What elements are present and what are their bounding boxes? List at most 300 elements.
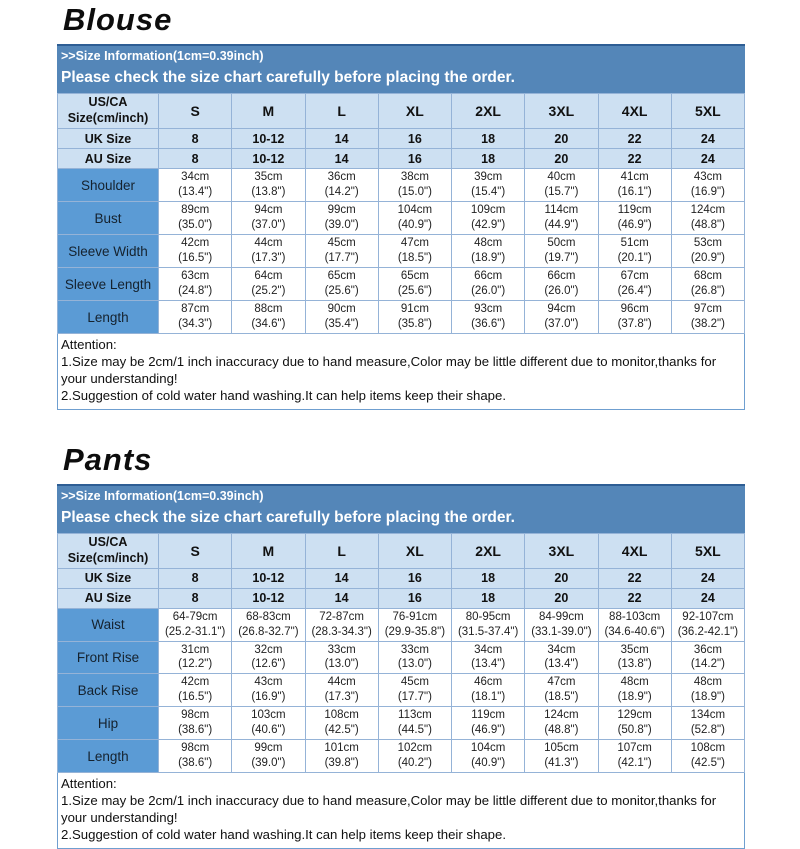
- cm-value: 39cm: [474, 171, 503, 184]
- corner-line2: Size(cm/inch): [67, 111, 149, 125]
- inch-value: (50.8"): [617, 724, 652, 737]
- inch-value: (17.3"): [251, 252, 286, 264]
- measure-value-cell: [671, 641, 744, 674]
- inch-value: (15.7"): [544, 186, 579, 198]
- measure-value-cell: [378, 641, 451, 674]
- inch-value: (42.5"): [324, 724, 359, 737]
- inch-value: (41.3"): [544, 757, 579, 770]
- inch-value: (44.9"): [544, 219, 579, 231]
- cm-value: 107cm: [617, 742, 652, 755]
- inch-value: (15.0"): [397, 186, 432, 198]
- cm-value: 104cm: [397, 204, 433, 217]
- measure-value-cell: [232, 641, 305, 674]
- blouse-section: [57, 2, 745, 410]
- inch-value: (18.5"): [397, 252, 432, 264]
- cm-value: 34cm: [181, 171, 210, 184]
- cm-value: 109cm: [470, 204, 506, 217]
- attention-box: [57, 773, 745, 849]
- measure-value-cell: [232, 235, 305, 268]
- measure-row-label: Length: [58, 740, 159, 773]
- cm-value: 65cm: [400, 270, 429, 283]
- inch-value: (42.1"): [617, 757, 652, 770]
- size-chart-page: [57, 0, 745, 849]
- cm-value: 68cm: [693, 270, 722, 283]
- measure-value-cell: [525, 169, 598, 202]
- inch-value: (17.7"): [324, 252, 359, 264]
- cm-value: 34cm: [474, 643, 503, 656]
- size-col-header: S: [159, 533, 232, 568]
- pants-size-table: [57, 533, 745, 773]
- inch-value: (19.7"): [544, 252, 579, 264]
- cm-value: 97cm: [693, 303, 722, 316]
- inch-value: (42.5"): [690, 757, 725, 770]
- cm-value: 72-87cm: [319, 610, 364, 623]
- uk-size-row-cell: 8: [159, 568, 232, 588]
- measure-value-cell: [305, 268, 378, 301]
- cm-value: 45cm: [400, 676, 429, 689]
- cm-value: 53cm: [693, 237, 722, 250]
- measure-value-cell: [525, 608, 598, 641]
- measure-value-cell: [159, 707, 232, 740]
- cm-value: 88-103cm: [609, 610, 661, 623]
- measure-value-cell: [671, 268, 744, 301]
- cm-value: 80-95cm: [465, 610, 511, 623]
- size-col-header: XL: [378, 533, 451, 568]
- uk-size-row-cell: 18: [452, 568, 525, 588]
- cm-value: 129cm: [617, 709, 652, 722]
- uk-size-row-cell: 22: [598, 129, 671, 149]
- au-size-row-label: AU Size: [58, 588, 159, 608]
- au-size-row-cell: 8: [159, 149, 232, 169]
- uk-size-row-label: UK Size: [58, 568, 159, 588]
- inch-value: (25.6"): [397, 285, 432, 297]
- au-size-row-cell: 22: [598, 149, 671, 169]
- au-size-row: [58, 149, 745, 169]
- measure-row: [58, 169, 745, 202]
- measure-row: [58, 301, 745, 334]
- uk-size-row-cell: 18: [452, 129, 525, 149]
- inch-value: (40.6"): [251, 724, 286, 737]
- measure-value-cell: [598, 707, 671, 740]
- measure-value-cell: [671, 707, 744, 740]
- cm-value: 108cm: [324, 709, 359, 722]
- measure-value-cell: [452, 202, 525, 235]
- inch-value: (18.1"): [471, 691, 506, 704]
- cm-value: 42cm: [181, 237, 210, 250]
- cm-value: 102cm: [397, 742, 433, 755]
- uk-size-row-cell: 20: [525, 568, 598, 588]
- inch-value: (36.2-42.1"): [677, 625, 739, 638]
- measure-value-cell: [452, 707, 525, 740]
- check-chart-notice-bar: Please check the size chart carefully before placing the order.: [57, 505, 745, 533]
- inch-value: (35.8"): [397, 318, 432, 330]
- inch-value: (26.4"): [617, 285, 652, 297]
- pants-section: [57, 442, 745, 849]
- measure-value-cell: [305, 740, 378, 773]
- attention-line: 2.Suggestion of cold water hand washing.It can help items keep their shape.: [61, 388, 506, 404]
- measure-value-cell: [671, 674, 744, 707]
- au-size-row-cell: 24: [671, 149, 744, 169]
- inch-value: (29.9-35.8"): [384, 625, 446, 638]
- measure-row-label: Bust: [58, 202, 159, 235]
- measure-row-label: Front Rise: [58, 641, 159, 674]
- measure-value-cell: [452, 608, 525, 641]
- au-size-row-cell: 14: [305, 149, 378, 169]
- size-col-header: 3XL: [525, 94, 598, 129]
- inch-value: (26.8"): [690, 285, 725, 297]
- corner-line2: Size(cm/inch): [67, 550, 149, 565]
- measure-value-cell: [452, 235, 525, 268]
- inch-value: (39.0"): [324, 219, 359, 231]
- size-col-header: L: [305, 94, 378, 129]
- inch-value: (34.6"): [251, 318, 286, 330]
- cm-value: 46cm: [474, 676, 503, 689]
- inch-value: (37.0"): [544, 318, 579, 330]
- inch-value: (40.9"): [397, 219, 432, 231]
- measure-value-cell: [525, 740, 598, 773]
- measure-value-cell: [378, 268, 451, 301]
- corner-line1: US/CA: [88, 535, 128, 549]
- cm-value: 134cm: [690, 709, 726, 722]
- measure-value-cell: [305, 674, 378, 707]
- cm-value: 42cm: [181, 676, 210, 689]
- inch-value: (28.3-34.3"): [311, 625, 372, 638]
- inch-value: (26.0"): [471, 285, 506, 297]
- cm-value: 63cm: [181, 270, 210, 283]
- size-col-header: S: [159, 94, 232, 129]
- measure-row-label: Hip: [58, 707, 159, 740]
- measure-value-cell: [232, 608, 305, 641]
- inch-value: (37.8"): [617, 318, 652, 330]
- inch-value: (16.5"): [178, 252, 213, 264]
- measure-value-cell: [378, 169, 451, 202]
- inch-value: (37.0"): [251, 219, 286, 231]
- cm-value: 43cm: [693, 171, 722, 184]
- measure-value-cell: [232, 707, 305, 740]
- au-size-row-cell: 20: [525, 149, 598, 169]
- inch-value: (13.0"): [324, 658, 359, 671]
- measure-value-cell: [598, 169, 671, 202]
- measure-row: [58, 707, 745, 740]
- inch-value: (14.2"): [690, 658, 725, 671]
- cm-value: 88cm: [254, 303, 283, 316]
- inch-value: (15.4"): [471, 186, 506, 198]
- inch-value: (46.9"): [471, 724, 506, 737]
- cm-value: 108cm: [690, 742, 726, 755]
- size-col-header: M: [232, 94, 305, 129]
- measure-row: [58, 674, 745, 707]
- measure-value-cell: [378, 301, 451, 334]
- measure-value-cell: [232, 674, 305, 707]
- measure-value-cell: [452, 268, 525, 301]
- size-info-bar: >>Size Information(1cm=0.39inch): [57, 44, 745, 65]
- cm-value: 48cm: [474, 237, 503, 250]
- cm-value: 45cm: [327, 237, 356, 250]
- attention-line: Attention:: [61, 776, 117, 791]
- uk-size-row-cell: 24: [671, 568, 744, 588]
- inch-value: (18.9"): [617, 691, 652, 704]
- measure-value-cell: [378, 608, 451, 641]
- size-header-row: [58, 94, 745, 129]
- measure-value-cell: [598, 740, 671, 773]
- uk-size-row-cell: 8: [159, 129, 232, 149]
- measure-value-cell: [378, 235, 451, 268]
- inch-value: (13.4"): [471, 658, 506, 671]
- cm-value: 66cm: [547, 270, 576, 283]
- inch-value: (25.6"): [324, 285, 359, 297]
- measure-value-cell: [598, 674, 671, 707]
- measure-value-cell: [305, 707, 378, 740]
- inch-value: (13.4"): [544, 658, 579, 671]
- uk-size-row-cell: 16: [378, 129, 451, 149]
- cm-value: 32cm: [254, 643, 283, 656]
- measure-value-cell: [232, 740, 305, 773]
- measure-value-cell: [525, 641, 598, 674]
- size-header-row: [58, 533, 745, 568]
- inch-value: (13.4"): [178, 186, 213, 198]
- cm-value: 119cm: [617, 204, 652, 217]
- inch-value: (16.1"): [617, 186, 652, 198]
- cm-value: 44cm: [254, 237, 283, 250]
- cm-value: 33cm: [400, 643, 429, 656]
- measure-value-cell: [159, 169, 232, 202]
- cm-value: 64cm: [254, 270, 283, 283]
- au-size-row-label: AU Size: [58, 149, 159, 169]
- attention-line: 1.Size may be 2cm/1 inch inaccuracy due to hand measure,Color may be little different due to monitor,thanks for your understanding!: [61, 354, 717, 387]
- cm-value: 47cm: [400, 237, 429, 250]
- size-col-header: 5XL: [671, 94, 744, 129]
- inch-value: (48.8"): [690, 219, 725, 231]
- measure-value-cell: [159, 268, 232, 301]
- size-info-bar: >>Size Information(1cm=0.39inch): [57, 484, 745, 505]
- uk-size-row: [58, 568, 745, 588]
- cm-value: 48cm: [693, 676, 722, 689]
- cm-value: 98cm: [181, 709, 210, 722]
- measure-value-cell: [452, 674, 525, 707]
- cm-value: 38cm: [400, 171, 429, 184]
- size-col-header: XL: [378, 94, 451, 129]
- inch-value: (20.1"): [617, 252, 652, 264]
- cm-value: 36cm: [327, 171, 356, 184]
- cm-value: 33cm: [327, 643, 356, 656]
- cm-value: 94cm: [547, 303, 576, 316]
- measure-value-cell: [671, 740, 744, 773]
- inch-value: (13.8"): [251, 186, 286, 198]
- corner-label: [58, 94, 159, 129]
- cm-value: 93cm: [474, 303, 503, 316]
- au-size-row-cell: 22: [598, 588, 671, 608]
- inch-value: (40.2"): [397, 757, 432, 770]
- size-col-header: 4XL: [598, 94, 671, 129]
- cm-value: 96cm: [620, 303, 649, 316]
- inch-value: (13.0"): [397, 658, 432, 671]
- inch-value: (39.0"): [251, 757, 286, 770]
- cm-value: 67cm: [620, 270, 649, 283]
- measure-value-cell: [159, 235, 232, 268]
- cm-value: 68-83cm: [246, 610, 291, 623]
- cm-value: 35cm: [254, 171, 283, 184]
- cm-value: 99cm: [254, 742, 283, 755]
- size-col-header: L: [305, 533, 378, 568]
- inch-value: (36.6"): [471, 318, 506, 330]
- measure-row-label: Shoulder: [58, 169, 159, 202]
- cm-value: 44cm: [327, 676, 356, 689]
- cm-value: 48cm: [620, 676, 649, 689]
- size-col-header: 2XL: [452, 94, 525, 129]
- inch-value: (26.8-32.7"): [238, 625, 299, 638]
- inch-value: (17.3"): [324, 691, 359, 704]
- measure-value-cell: [525, 268, 598, 301]
- size-col-header: 2XL: [452, 533, 525, 568]
- cm-value: 34cm: [547, 643, 576, 656]
- au-size-row-cell: 18: [452, 149, 525, 169]
- uk-size-row-cell: 16: [378, 568, 451, 588]
- measure-value-cell: [452, 169, 525, 202]
- attention-line: Attention:: [61, 337, 117, 352]
- measure-value-cell: [671, 202, 744, 235]
- cm-value: 92-107cm: [682, 610, 734, 623]
- page-title-blouse: Blouse: [63, 2, 173, 37]
- cm-value: 119cm: [471, 709, 505, 722]
- cm-value: 101cm: [324, 742, 359, 755]
- cm-value: 36cm: [693, 643, 722, 656]
- measure-value-cell: [671, 235, 744, 268]
- au-size-row-cell: 24: [671, 588, 744, 608]
- au-size-row-cell: 16: [378, 149, 451, 169]
- cm-value: 103cm: [251, 709, 286, 722]
- inch-value: (48.8"): [544, 724, 579, 737]
- inch-value: (42.9"): [471, 219, 506, 231]
- measure-value-cell: [671, 301, 744, 334]
- measure-row-label: Back Rise: [58, 674, 159, 707]
- corner-label: [58, 533, 159, 568]
- inch-value: (33.1-39.0"): [531, 625, 592, 638]
- cm-value: 40cm: [547, 171, 576, 184]
- inch-value: (13.8"): [617, 658, 652, 671]
- measure-value-cell: [525, 301, 598, 334]
- measure-value-cell: [305, 301, 378, 334]
- size-col-header: M: [232, 533, 305, 568]
- inch-value: (18.5"): [544, 691, 579, 704]
- inch-value: (16.5"): [178, 691, 213, 704]
- inch-value: (52.8"): [690, 724, 725, 737]
- au-size-row: [58, 588, 745, 608]
- cm-value: 124cm: [544, 709, 579, 722]
- inch-value: (25.2"): [251, 285, 286, 297]
- measure-value-cell: [598, 235, 671, 268]
- measure-row-label: Waist: [58, 608, 159, 641]
- au-size-row-cell: 14: [305, 588, 378, 608]
- measure-value-cell: [232, 169, 305, 202]
- cm-value: 104cm: [470, 742, 506, 755]
- cm-value: 98cm: [181, 742, 210, 755]
- measure-value-cell: [525, 674, 598, 707]
- measure-value-cell: [671, 169, 744, 202]
- size-col-header: 5XL: [671, 533, 744, 568]
- uk-size-row-cell: 10-12: [232, 568, 305, 588]
- measure-row: [58, 608, 745, 641]
- measure-value-cell: [525, 707, 598, 740]
- cm-value: 114cm: [544, 204, 579, 217]
- uk-size-row-cell: 14: [305, 129, 378, 149]
- inch-value: (20.9"): [690, 252, 725, 264]
- cm-value: 89cm: [181, 204, 210, 217]
- measure-value-cell: [159, 674, 232, 707]
- measure-row: [58, 641, 745, 674]
- measure-value-cell: [305, 202, 378, 235]
- uk-size-row-label: UK Size: [58, 129, 159, 149]
- inch-value: (16.9"): [690, 186, 725, 198]
- size-col-header: 3XL: [525, 533, 598, 568]
- inch-value: (40.9"): [471, 757, 506, 770]
- cm-value: 90cm: [327, 303, 356, 316]
- measure-value-cell: [598, 202, 671, 235]
- au-size-row-cell: 16: [378, 588, 451, 608]
- measure-value-cell: [159, 608, 232, 641]
- measure-value-cell: [159, 641, 232, 674]
- cm-value: 51cm: [620, 237, 649, 250]
- inch-value: (46.9"): [617, 219, 652, 231]
- inch-value: (44.5"): [397, 724, 432, 737]
- cm-value: 76-91cm: [392, 610, 438, 623]
- cm-value: 105cm: [544, 742, 579, 755]
- cm-value: 31cm: [181, 643, 210, 656]
- au-size-row-cell: 10-12: [232, 149, 305, 169]
- measure-value-cell: [598, 608, 671, 641]
- cm-value: 99cm: [327, 204, 356, 217]
- corner-line1: US/CA: [88, 95, 128, 110]
- check-chart-notice-bar: Please check the size chart carefully before placing the order.: [57, 65, 745, 93]
- inch-value: (38.6"): [178, 724, 213, 737]
- inch-value: (14.2"): [324, 186, 359, 198]
- measure-row: [58, 740, 745, 773]
- measure-value-cell: [598, 641, 671, 674]
- cm-value: 50cm: [547, 237, 576, 250]
- inch-value: (31.5-37.4"): [457, 625, 519, 638]
- measure-value-cell: [159, 202, 232, 235]
- cm-value: 41cm: [620, 171, 649, 184]
- uk-size-row-cell: 14: [305, 568, 378, 588]
- cm-value: 64-79cm: [172, 610, 218, 623]
- au-size-row-cell: 18: [452, 588, 525, 608]
- inch-value: (38.2"): [690, 318, 725, 330]
- cm-value: 65cm: [327, 270, 356, 283]
- measure-value-cell: [159, 301, 232, 334]
- cm-value: 87cm: [181, 303, 210, 316]
- inch-value: (25.2-31.1"): [164, 625, 226, 638]
- inch-value: (35.4"): [324, 318, 359, 330]
- measure-row-label: Sleeve Length: [58, 268, 159, 301]
- inch-value: (12.2"): [178, 658, 213, 671]
- au-size-row-cell: 8: [159, 588, 232, 608]
- cm-value: 47cm: [547, 676, 576, 689]
- measure-value-cell: [452, 740, 525, 773]
- cm-value: 94cm: [254, 204, 283, 217]
- inch-value: (38.6"): [178, 757, 213, 770]
- inch-value: (12.6"): [251, 658, 286, 671]
- inch-value: (34.3"): [178, 318, 213, 330]
- cm-value: 84-99cm: [539, 610, 584, 623]
- measure-value-cell: [378, 707, 451, 740]
- inch-value: (34.6-40.6"): [604, 625, 665, 638]
- au-size-row-cell: 10-12: [232, 588, 305, 608]
- inch-value: (18.9"): [690, 691, 725, 704]
- uk-size-row: [58, 129, 745, 149]
- cm-value: 91cm: [400, 303, 429, 316]
- measure-row: [58, 202, 745, 235]
- blouse-size-table: [57, 93, 745, 334]
- uk-size-row-cell: 10-12: [232, 129, 305, 149]
